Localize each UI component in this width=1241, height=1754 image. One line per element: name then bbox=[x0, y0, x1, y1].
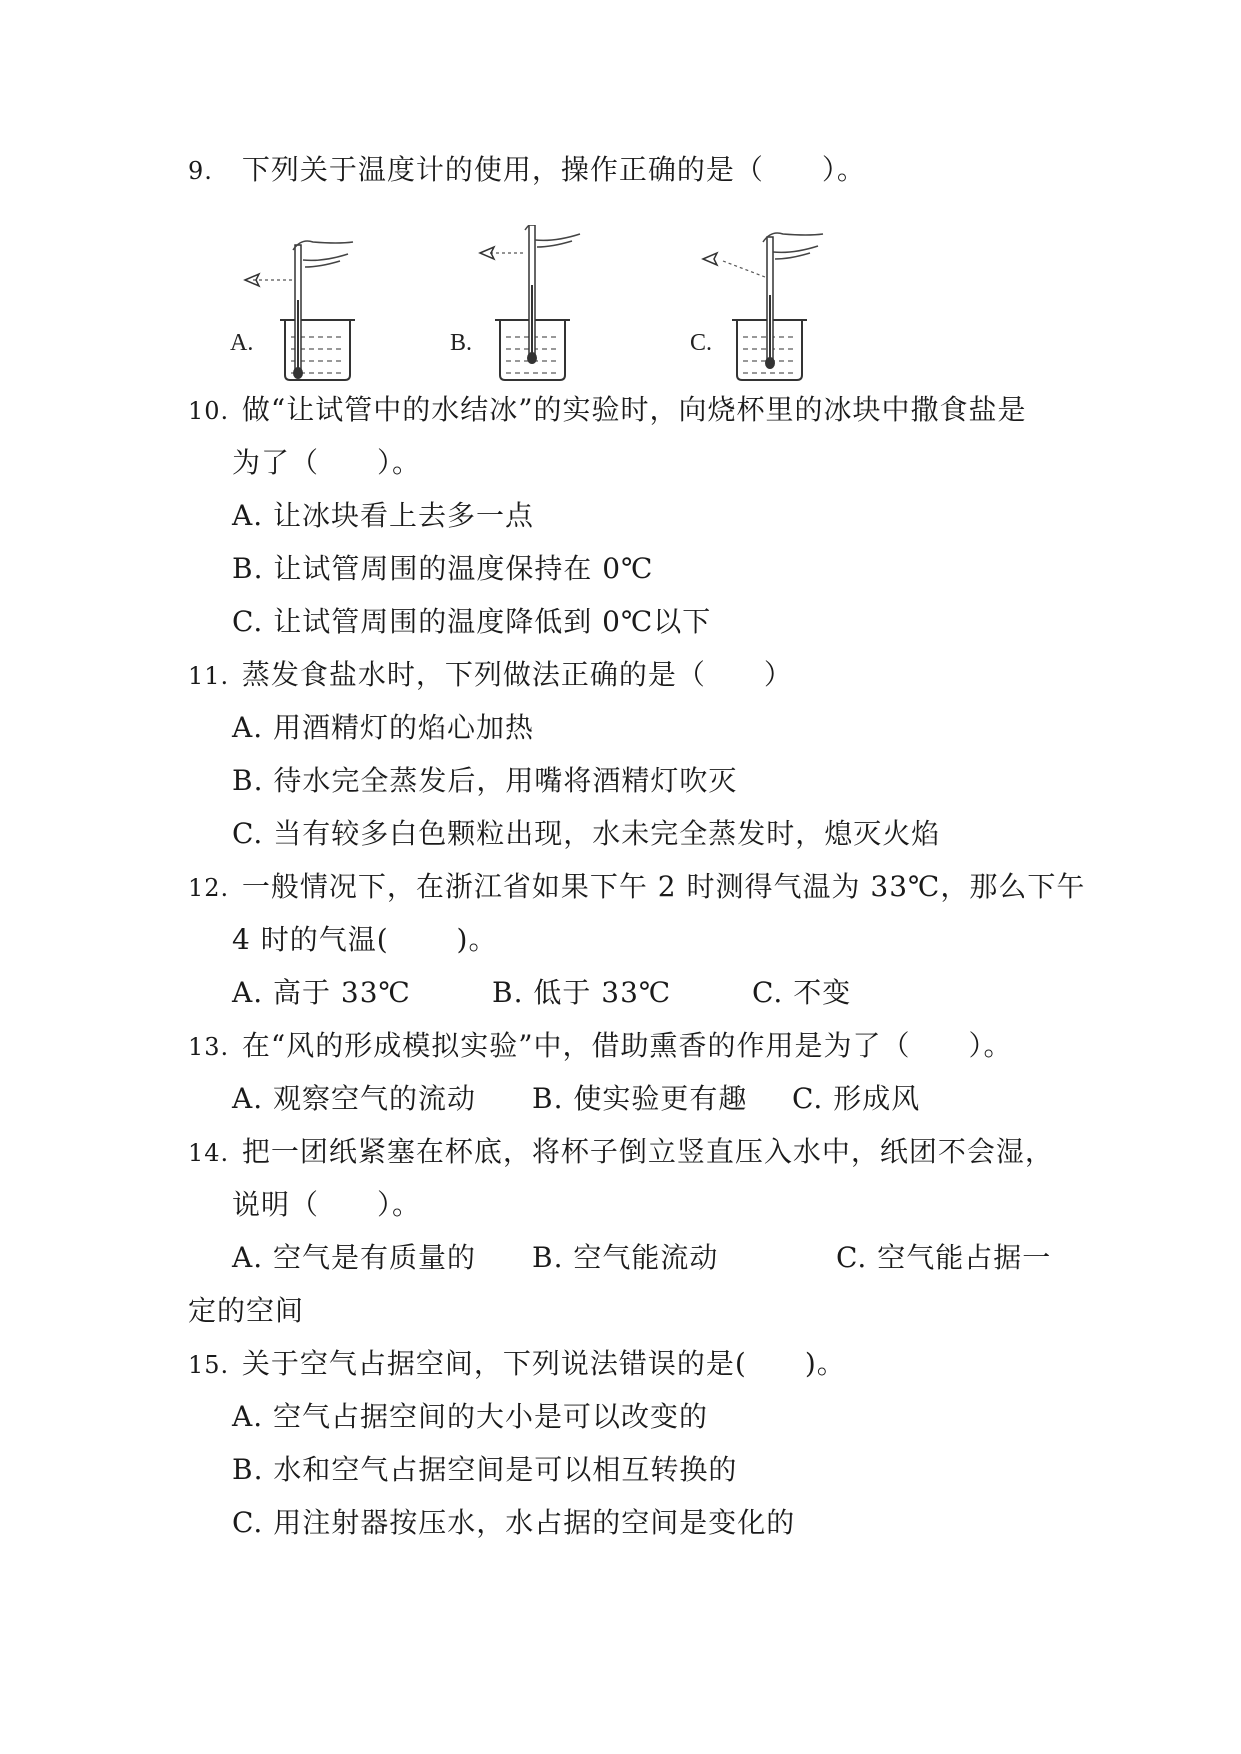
question-13 bbox=[188, 1026, 1013, 1067]
question-11 bbox=[188, 655, 793, 696]
question-text: 下列关于温度计的使用，操作正确的是（ ）。 bbox=[241, 153, 866, 186]
figure-label-c: C. bbox=[690, 330, 713, 356]
question-number: 11. bbox=[188, 662, 230, 690]
question-15-option-a: A. 空气占据空间的大小是可以改变的 bbox=[232, 1400, 709, 1433]
question-11-option-b: B. 待水完全蒸发后，用嘴将酒精灯吹灭 bbox=[232, 764, 738, 797]
question-10-text-cont: 为了（ ）。 bbox=[232, 446, 422, 479]
question-14-option-c-cont: 定的空间 bbox=[188, 1294, 305, 1327]
question-number: 12. bbox=[188, 874, 230, 902]
question-15-option-b: B. 水和空气占据空间是可以相互转换的 bbox=[232, 1453, 738, 1486]
question-14-option-b: B. 空气能流动 bbox=[532, 1241, 719, 1274]
question-12-option-a: A. 高于 33℃ bbox=[232, 976, 411, 1009]
question-text: 把一团纸紧塞在杯底，将杯子倒立竖直压入水中，纸团不会湿， bbox=[241, 1135, 1054, 1168]
question-10-option-b: B. 让试管周围的温度保持在 0℃ bbox=[232, 552, 654, 585]
question-text: 蒸发食盐水时，下列做法正确的是（ ） bbox=[241, 658, 793, 691]
question-10 bbox=[188, 390, 1027, 431]
question-number: 13. bbox=[188, 1033, 230, 1061]
question-14-option-c: C. 空气能占据一 bbox=[836, 1241, 1052, 1274]
hand-icon bbox=[293, 241, 353, 267]
question-number: 14. bbox=[188, 1139, 230, 1167]
question-14-option-a: A. 空气是有质量的 bbox=[232, 1241, 477, 1274]
option-c-illustration bbox=[690, 233, 823, 380]
question-9 bbox=[188, 150, 866, 191]
eye-icon bbox=[245, 274, 259, 286]
question-12-option-c: C. 不变 bbox=[752, 976, 852, 1009]
question-text: 做“让试管中的水结冰”的实验时，向烧杯里的冰块中撒食盐是 bbox=[241, 393, 1027, 426]
eye-icon bbox=[703, 253, 717, 265]
option-a-illustration bbox=[230, 241, 355, 380]
question-14-text-cont: 说明（ ）。 bbox=[232, 1188, 422, 1221]
option-b-illustration bbox=[450, 225, 585, 380]
question-13-option-a: A. 观察空气的流动 bbox=[232, 1082, 477, 1115]
question-12 bbox=[188, 867, 1085, 908]
thermometer-figure bbox=[225, 225, 925, 385]
question-13-option-c: C. 形成风 bbox=[792, 1082, 921, 1115]
question-14 bbox=[188, 1132, 1054, 1173]
question-12-text-cont: 4 时的气温( )。 bbox=[232, 923, 498, 956]
question-number: 9. bbox=[188, 157, 213, 185]
question-text: 关于空气占据空间，下列说法错误的是( )。 bbox=[241, 1347, 846, 1380]
question-15-option-c: C. 用注射器按压水，水占据的空间是变化的 bbox=[232, 1506, 796, 1539]
question-11-option-a: A. 用酒精灯的焰心加热 bbox=[232, 711, 535, 744]
question-text: 一般情况下，在浙江省如果下午 2 时测得气温为 33℃，那么下午 bbox=[241, 870, 1086, 903]
question-number: 10. bbox=[188, 397, 230, 425]
question-13-option-b: B. 使实验更有趣 bbox=[532, 1082, 748, 1115]
question-number: 15. bbox=[188, 1351, 230, 1379]
figure-label-a: A. bbox=[230, 330, 254, 356]
question-text: 在“风的形成模拟实验”中，借助熏香的作用是为了（ ）。 bbox=[241, 1029, 1013, 1062]
question-12-option-b: B. 低于 33℃ bbox=[492, 976, 672, 1009]
question-10-option-c: C. 让试管周围的温度降低到 0℃以下 bbox=[232, 605, 712, 638]
question-11-option-c: C. 当有较多白色颗粒出现，水未完全蒸发时，熄灭火焰 bbox=[232, 817, 941, 850]
question-10-option-a: A. 让冰块看上去多一点 bbox=[232, 499, 535, 532]
question-15 bbox=[188, 1344, 846, 1385]
figure-label-b: B. bbox=[450, 330, 473, 356]
